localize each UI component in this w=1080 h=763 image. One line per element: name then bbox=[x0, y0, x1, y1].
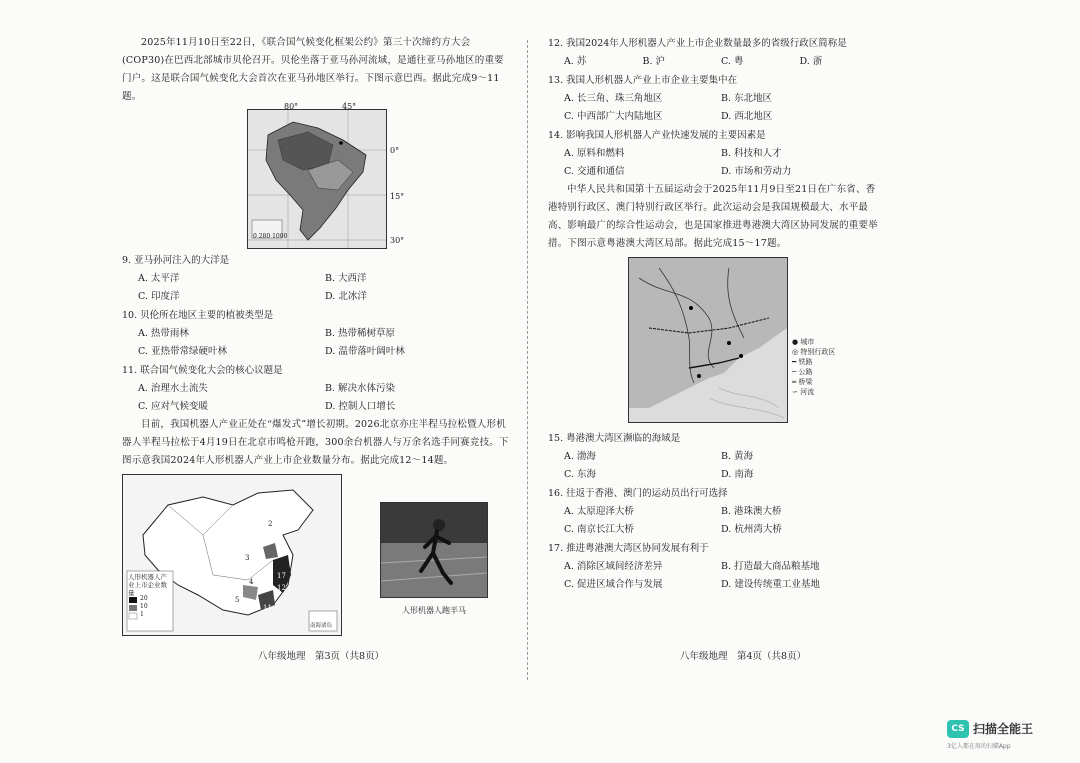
question-10 bbox=[122, 307, 512, 361]
watermark-subtitle: 3亿人都在用的扫描App bbox=[947, 743, 1011, 750]
option: C. 中西部广大内陆地区 bbox=[564, 111, 663, 122]
brazil-map bbox=[247, 102, 405, 249]
watermark-name: 扫描全能王 bbox=[973, 722, 1034, 736]
map-number: 17 bbox=[277, 572, 286, 580]
question-stem: 13. 我国人形机器人产业上市企业主要集中在 bbox=[548, 75, 738, 86]
greater-bay-map bbox=[628, 257, 788, 423]
greater-bay-figure bbox=[548, 257, 878, 429]
question-12 bbox=[548, 35, 878, 71]
option: A. 长三角、珠三角地区 bbox=[564, 93, 663, 104]
map-label: 80° bbox=[284, 102, 299, 111]
option: B. 黄海 bbox=[721, 451, 754, 462]
legend-item: ═ 桥梁 bbox=[792, 378, 813, 386]
map-number: 4 bbox=[249, 578, 254, 586]
right-page bbox=[548, 34, 878, 594]
china-map-graphic bbox=[123, 475, 341, 635]
legend-value: 1 bbox=[140, 611, 144, 618]
option: C. 粤 bbox=[721, 56, 744, 67]
page-footer-right: 八年级地理 第4页（共8页） bbox=[680, 651, 807, 662]
option: B. 科技和人才 bbox=[721, 148, 782, 159]
greater-bay-legend bbox=[792, 337, 862, 397]
map-number: 11 bbox=[263, 604, 272, 612]
option: A. 太平洋 bbox=[138, 273, 180, 284]
legend-item: ∽ 河流 bbox=[792, 388, 815, 396]
option: C. 应对气候变暖 bbox=[138, 401, 208, 412]
option: A. 渤海 bbox=[564, 451, 596, 462]
legend-label: 城市 bbox=[800, 338, 815, 346]
map-label: 30° bbox=[390, 236, 405, 245]
legend-label: 铁路 bbox=[798, 358, 813, 366]
option: A. 治理水土流失 bbox=[138, 383, 208, 394]
legend-title: 人形机器人产业上市企业数量 bbox=[128, 573, 167, 597]
legend-value: 20 bbox=[140, 595, 148, 602]
option: C. 亚热带常绿硬叶林 bbox=[138, 346, 227, 357]
column-divider bbox=[527, 40, 528, 680]
map-number: 12 bbox=[277, 584, 286, 592]
option: B. 解决水体污染 bbox=[325, 383, 396, 394]
question-stem: 17. 推进粤港澳大湾区协同发展有利于 bbox=[548, 543, 709, 554]
question-stem: 10. 贝伦所在地区主要的植被类型是 bbox=[122, 310, 274, 321]
question-14 bbox=[548, 127, 878, 181]
photo-caption: 人形机器人跑半马 bbox=[402, 606, 466, 615]
robot-figures bbox=[122, 474, 512, 644]
question-stem: 9. 亚马孙河注入的大洋是 bbox=[122, 255, 230, 266]
question-9 bbox=[122, 252, 512, 306]
question-17 bbox=[548, 540, 878, 594]
option: D. 建设传统重工业基地 bbox=[721, 579, 820, 590]
robot-photo bbox=[380, 502, 488, 598]
legend-label: 公路 bbox=[798, 368, 813, 376]
greater-bay-map-graphic bbox=[629, 258, 787, 422]
legend-item: ━ 铁路 bbox=[792, 358, 813, 366]
legend-label: 特别行政区 bbox=[800, 348, 836, 356]
left-page bbox=[122, 34, 512, 644]
option: D. 北冰洋 bbox=[325, 291, 367, 302]
legend-value: 10 bbox=[140, 603, 148, 610]
option: D. 控制人口增长 bbox=[325, 401, 396, 412]
question-15 bbox=[548, 430, 878, 484]
question-stem: 15. 粤港澳大湾区濒临的海域是 bbox=[548, 433, 681, 444]
option: B. 沪 bbox=[642, 56, 666, 67]
question-11 bbox=[122, 362, 512, 416]
camscanner-logo-icon: CS bbox=[947, 720, 969, 738]
inset-label: 南海诸岛 bbox=[310, 623, 333, 629]
map-label: 0° bbox=[390, 146, 400, 155]
map-scale: 0 280 1000 bbox=[253, 233, 288, 240]
legend-item: ─ 公路 bbox=[792, 368, 813, 376]
china-map bbox=[122, 474, 342, 636]
question-13 bbox=[548, 72, 878, 126]
question-stem: 12. 我国2024年人形机器人产业上市企业数量最多的省级行政区简称是 bbox=[548, 38, 847, 49]
option: A. 苏 bbox=[564, 56, 587, 67]
option: B. 港珠澳大桥 bbox=[721, 506, 782, 517]
legend-item: ◎ 特别行政区 bbox=[792, 348, 836, 356]
option: C. 促进区域合作与发展 bbox=[564, 579, 663, 590]
robot-photo-graphic bbox=[381, 503, 487, 597]
option: A. 太原迎泽大桥 bbox=[564, 506, 634, 517]
option: D. 市场和劳动力 bbox=[721, 166, 792, 177]
question-stem: 14. 影响我国人形机器人产业快速发展的主要因素是 bbox=[548, 130, 766, 141]
question-stem: 11. 联合国气候变化大会的核心议题是 bbox=[122, 365, 283, 376]
legend-item: ● 城市 bbox=[792, 338, 815, 346]
option: B. 东北地区 bbox=[721, 93, 773, 104]
question-stem: 16. 往返于香港、澳门的运动员出行可选择 bbox=[548, 488, 728, 499]
map-number: 2 bbox=[268, 520, 273, 528]
option: C. 交通和通信 bbox=[564, 166, 625, 177]
option: B. 打造最大商品粮基地 bbox=[721, 561, 820, 572]
option: A. 消除区域间经济差异 bbox=[564, 561, 663, 572]
legend-label: 桥梁 bbox=[798, 378, 813, 386]
option: A. 热带雨林 bbox=[138, 328, 189, 339]
intro-robot: 目前，我国机器人产业正处在“爆发式”增长初期。2026北京亦庄半程马拉松暨人形机器人半程马拉松于4月19日在北京市鸣枪开跑，300余台机器人与万余名选手同赛竞技。下图示意我国2024年人形机器人产业上市企业数量分布。据此完成12～14题。 bbox=[122, 419, 509, 466]
option: C. 印度洋 bbox=[138, 291, 180, 302]
legend-label: 河流 bbox=[800, 388, 815, 396]
option: D. 浙 bbox=[799, 56, 823, 67]
page-footer-left: 八年级地理 第3页（共8页） bbox=[258, 651, 385, 662]
option: D. 温带落叶阔叶林 bbox=[325, 346, 405, 357]
map-number: 3 bbox=[245, 554, 250, 562]
intro-brazil: 2025年11月10日至22日，《联合国气候变化框架公约》第三十次缔约方大会(COP30)在巴西北部城市贝伦召开。贝伦坐落于亚马孙河流域，是通往亚马孙地区的重要门户。这是联合国气候变化大会首次在亚马孙地区举行。下图示意巴西。据此完成9～11题。 bbox=[122, 37, 504, 102]
option: D. 南海 bbox=[721, 469, 754, 480]
map-label: 15° bbox=[390, 192, 405, 201]
option: B. 大西洋 bbox=[325, 273, 367, 284]
option: C. 东海 bbox=[564, 469, 596, 480]
intro-greater-bay: 中华人民共和国第十五届运动会于2025年11月9日至21日在广东省、香港特别行政区、澳门特别行政区举行。此次运动会是我国规模最大、水平最高、影响最广的综合性运动会，也是国家推进粤港澳大湾区协同发展的重要举措。下图示意粤港澳大湾区局部。据此完成15～17题。 bbox=[548, 184, 878, 249]
option: B. 热带稀树草原 bbox=[325, 328, 396, 339]
option: A. 原料和燃料 bbox=[564, 148, 625, 159]
question-16 bbox=[548, 485, 878, 539]
map-number: 5 bbox=[235, 596, 240, 604]
option: D. 西北地区 bbox=[721, 111, 773, 122]
map-label: 45° bbox=[342, 102, 357, 111]
option: C. 南京长江大桥 bbox=[564, 524, 634, 535]
option: D. 杭州湾大桥 bbox=[721, 524, 782, 535]
